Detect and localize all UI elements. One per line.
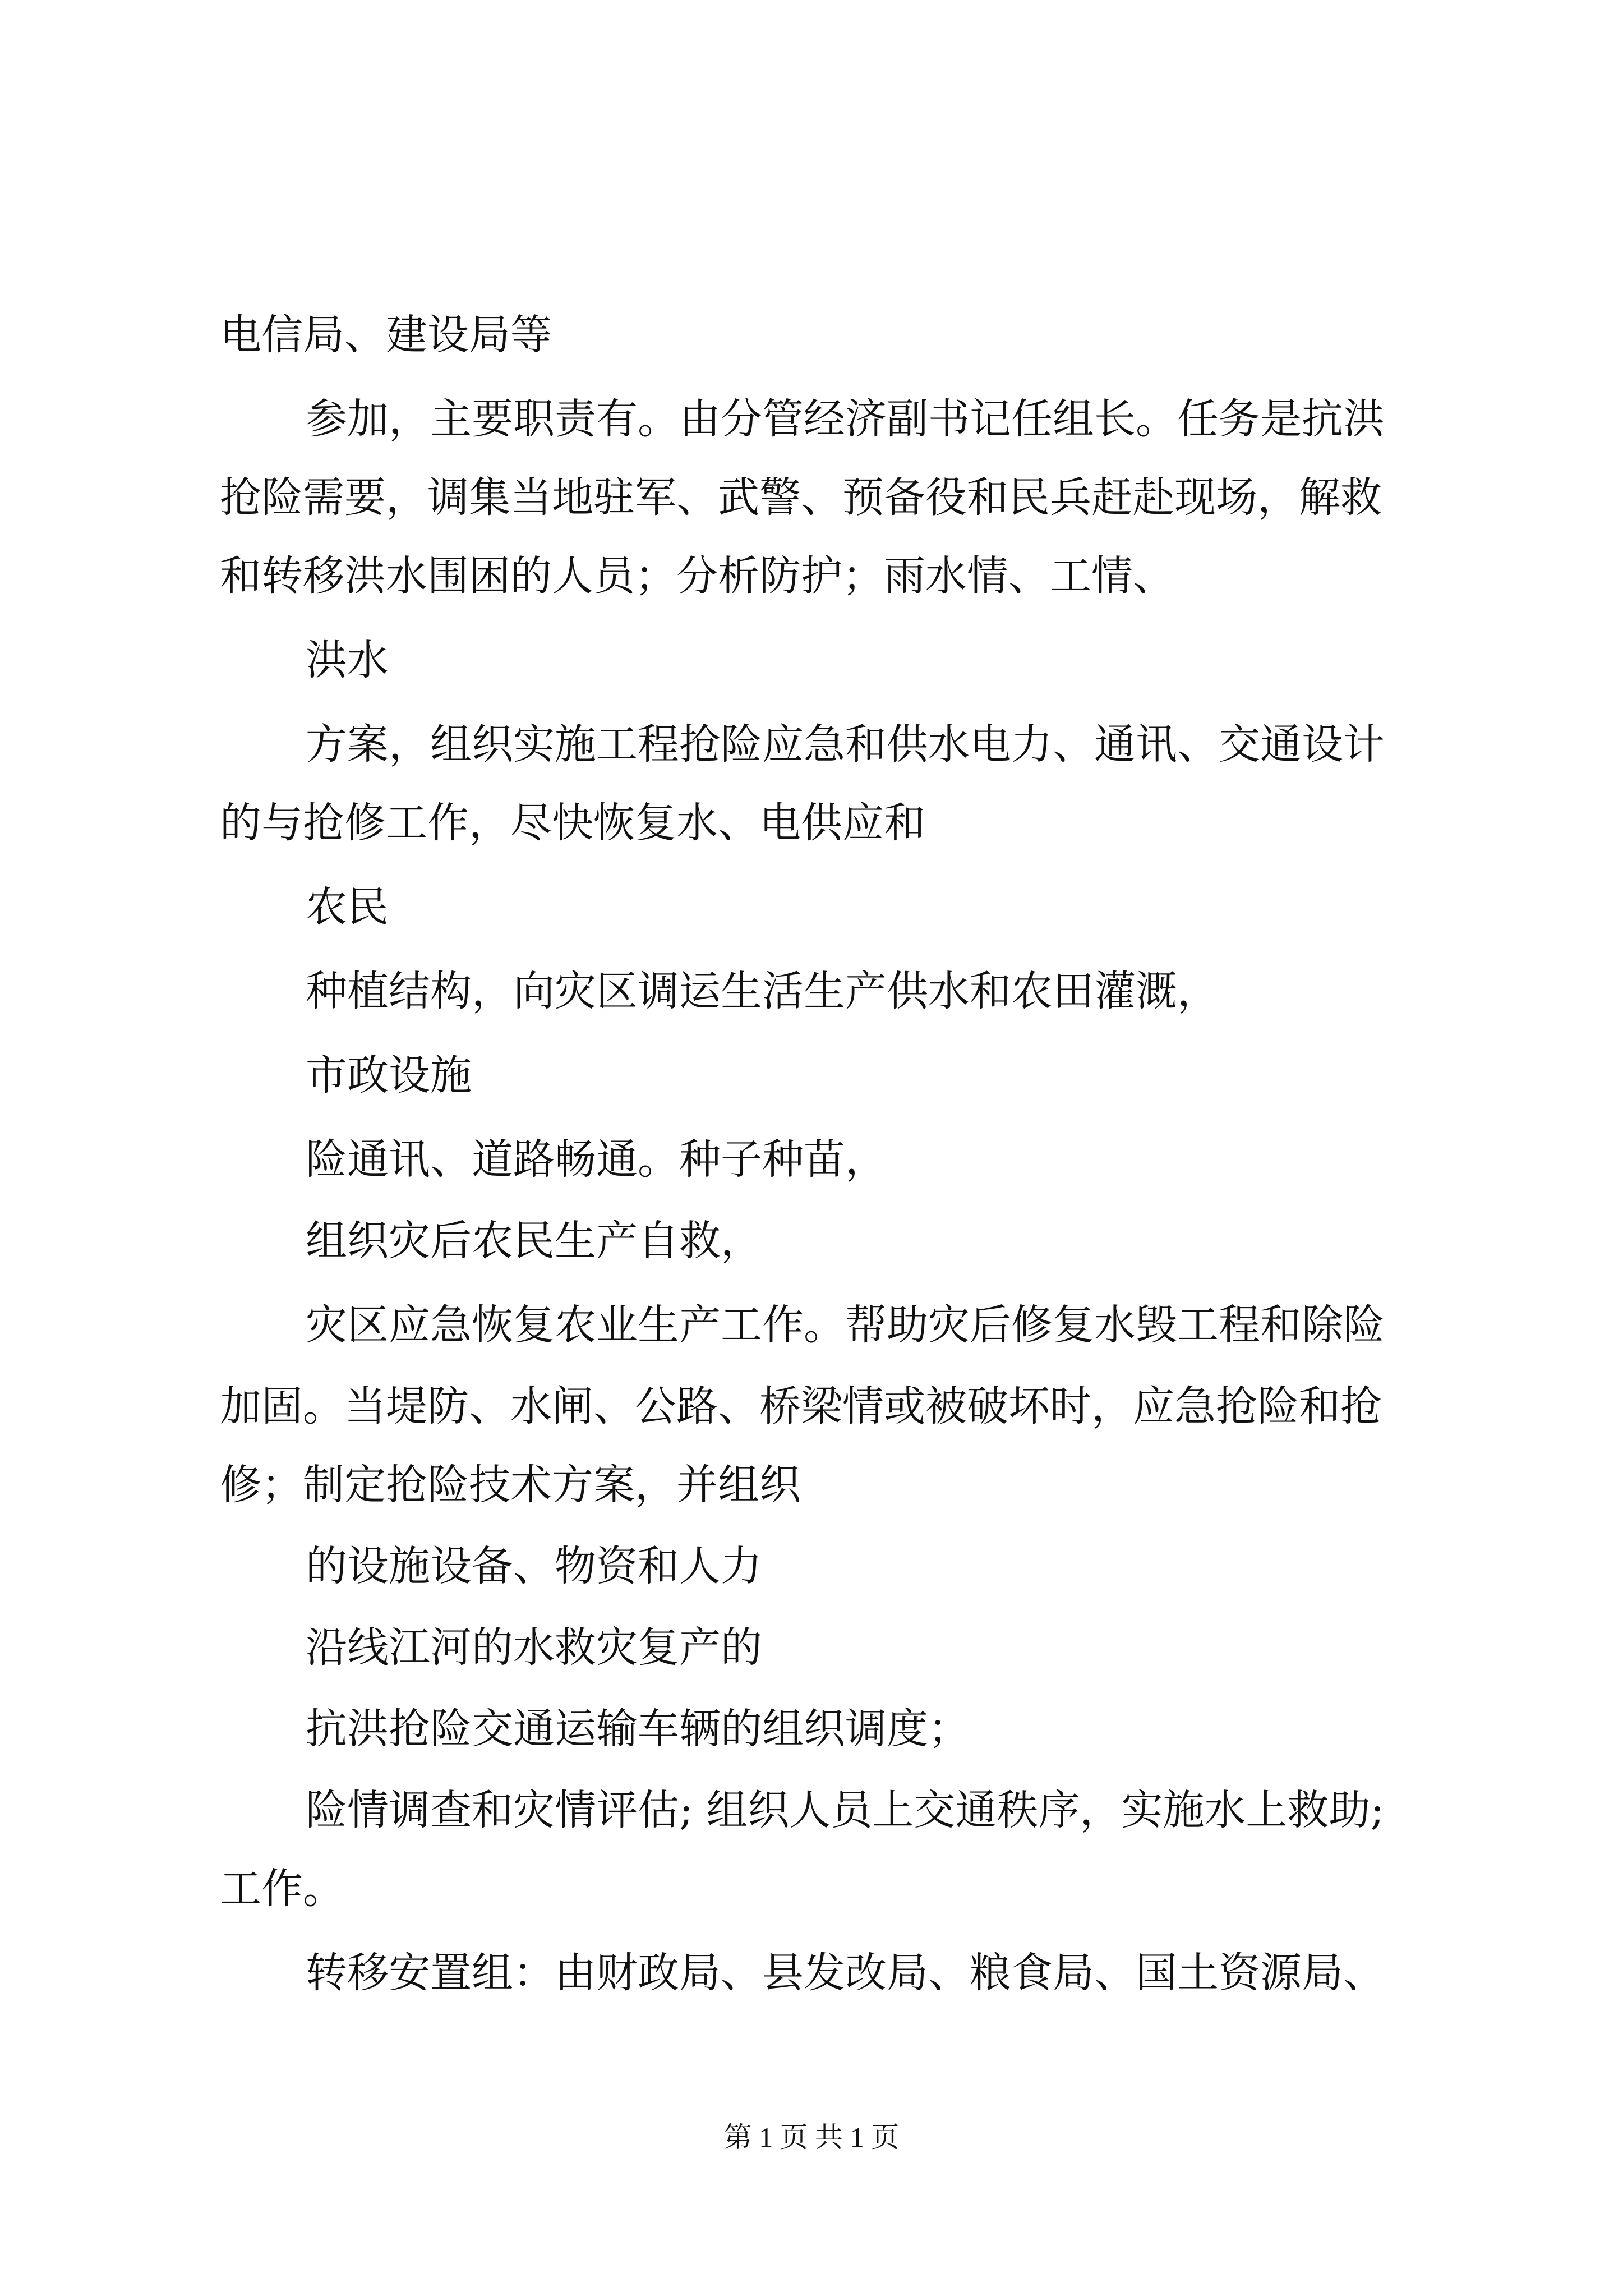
text-line: 参加，主要职责有。由分管经济副书记任组长。任务是抗洪 [306,395,1385,443]
text-line: 种植结构，向灾区调运生活生产供水和农田灌溉， [306,967,1219,1015]
text-line: 市政设施 [306,1051,472,1099]
text-line: 组织灾后农民生产自救， [306,1217,762,1265]
text-line: 抢险需要，调集当地驻军、武警、预备役和民兵赶赴现场，解救 [220,473,1382,522]
text-line: 加固。当堤防、水闸、公路、桥梁情或被破坏时，应急抢险和抢 [220,1382,1382,1430]
page-footer: 第 1 页 共 1 页 [723,2122,900,2153]
text-line: 农民 [306,883,389,931]
text-line: 洪水 [306,636,389,684]
text-line: 险通讯、道路畅通。种子种苗， [306,1135,887,1184]
text-line: 电信局、建设局等 [220,311,552,359]
text-line: 沿线江河的水救灾复产的 [306,1623,762,1672]
text-line: 险情调查和灾情评估; 组织人员上交通秩序，实施水上救助; [306,1786,1385,1834]
text-line: 抗洪抢险交通运输车辆的组织调度； [306,1705,970,1753]
text-line: 修；制定抢险技术方案，并组织 [220,1461,801,1509]
text-line: 和转移洪水围困的人员；分析防护；雨水情、工情、 [220,552,1174,600]
text-line: 的与抢修工作，尽快恢复水、电供应和 [220,799,925,847]
text-line: 的设施设备、物资和人力 [306,1542,762,1590]
text-line: 工作。 [220,1865,344,1913]
text-line: 转移安置组：由财政局、县发改局、粮食局、国土资源局、 [306,1949,1385,1997]
text-line: 灾区应急恢复农业生产工作。帮助灾后修复水毁工程和除险 [306,1301,1385,1349]
text-line: 方案，组织实施工程抢险应急和供水电力、通讯、交通设计 [306,720,1385,769]
